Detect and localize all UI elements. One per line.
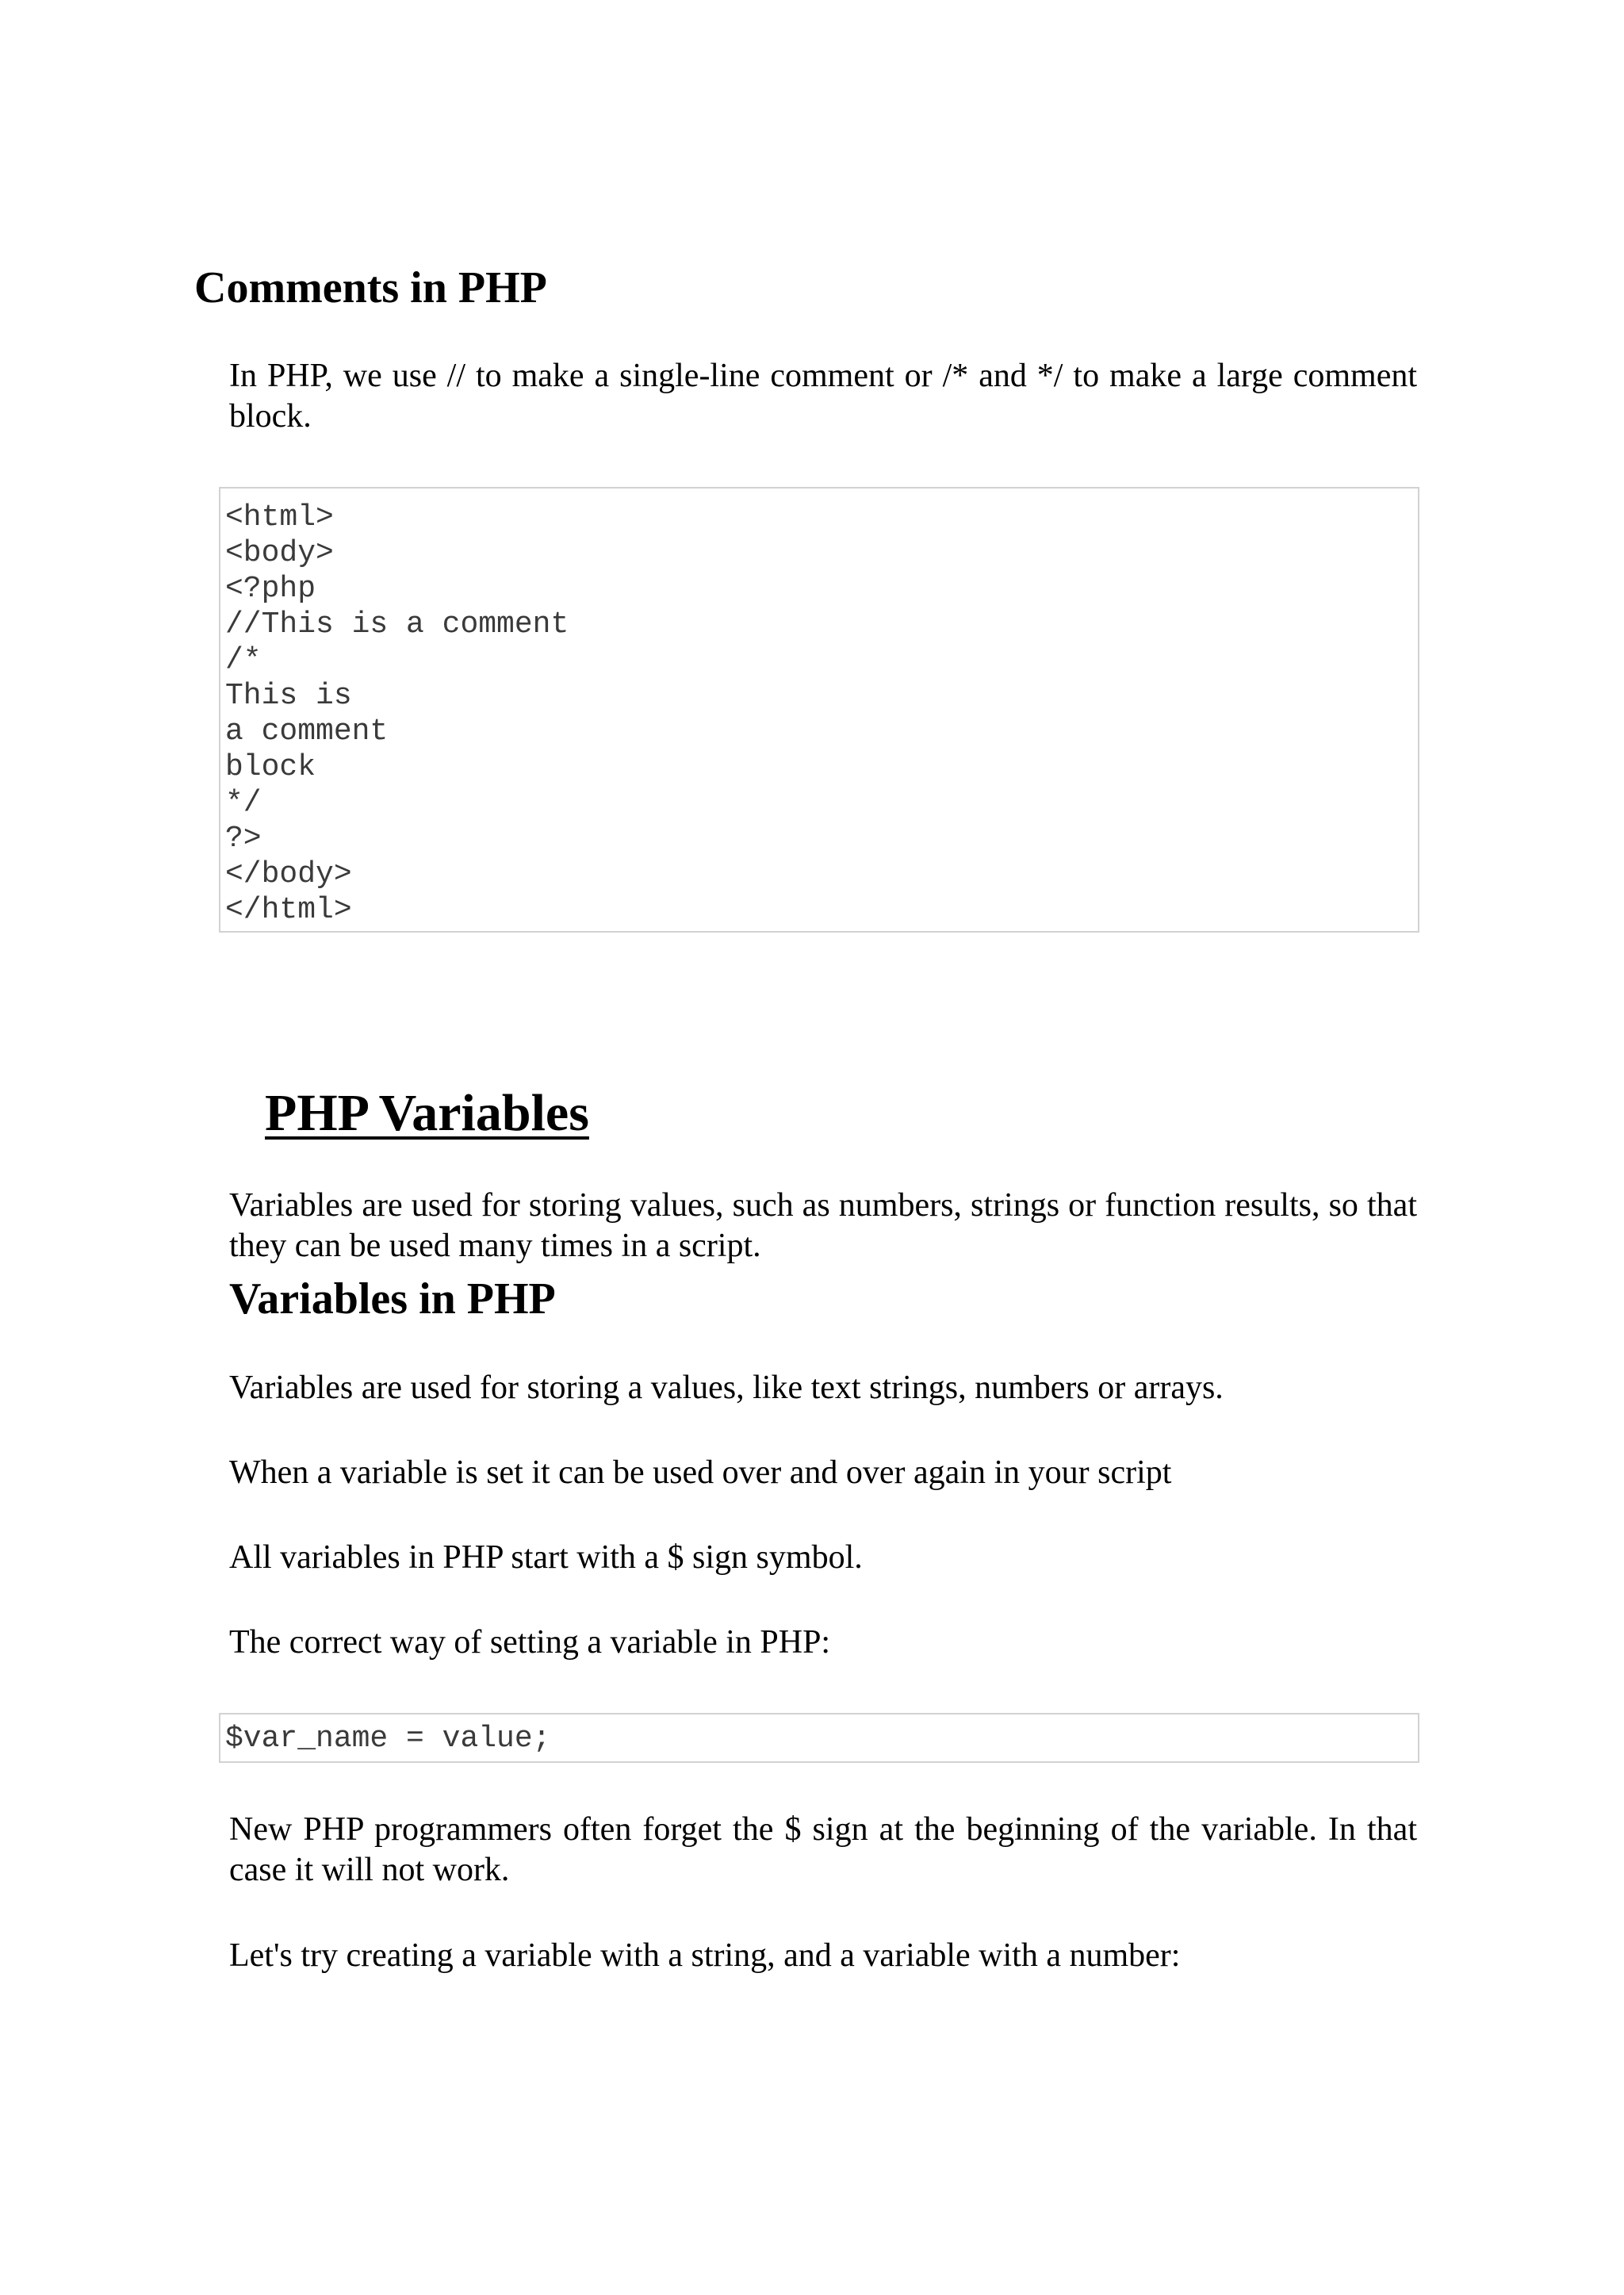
code-line: This is (225, 679, 352, 713)
variables-paragraph: Let's try creating a variable with a string, and a variable with a number: (229, 1937, 1181, 1974)
variables-paragraph: All variables in PHP start with a $ sign symbol. (229, 1539, 863, 1576)
code-line: ?> (225, 822, 262, 856)
variables-title: PHP Variables (265, 1084, 589, 1142)
code-line: block (225, 750, 316, 784)
comments-code-block (219, 487, 1419, 933)
code-line: <body> (225, 536, 334, 570)
variables-paragraph: New PHP programmers often forget the $ sign at the beginning of the variable. In that case it will not work. (229, 1811, 1417, 1888)
code-line: </html> (225, 893, 352, 927)
code-line: <?php (225, 572, 316, 606)
code-line: <html> (225, 500, 334, 534)
code-line: </body> (225, 857, 352, 891)
comments-intro: In PHP, we use // to make a single-line comment or /* and */ to make a large comment block. (229, 358, 1417, 435)
variables-paragraph: Variables are used for storing a values, like text strings, numbers or arrays. (229, 1370, 1224, 1406)
code-line: a comment (225, 715, 389, 749)
variables-subheading: Variables in PHP (229, 1274, 556, 1324)
variables-intro: Variables are used for storing values, such as numbers, strings or function results, so that they can be used many times in a script. (229, 1187, 1417, 1264)
code-line: */ (225, 786, 262, 820)
comments-heading: Comments in PHP (194, 263, 547, 312)
code-line: $var_name = value; (225, 1722, 551, 1756)
code-line: /* (225, 643, 262, 677)
code-line: //This is a comment (225, 607, 569, 642)
variable-syntax-code-block (219, 1713, 1419, 1763)
variables-paragraph: The correct way of setting a variable in PHP: (229, 1624, 831, 1661)
variables-paragraph: When a variable is set it can be used over and over again in your script (229, 1454, 1172, 1491)
